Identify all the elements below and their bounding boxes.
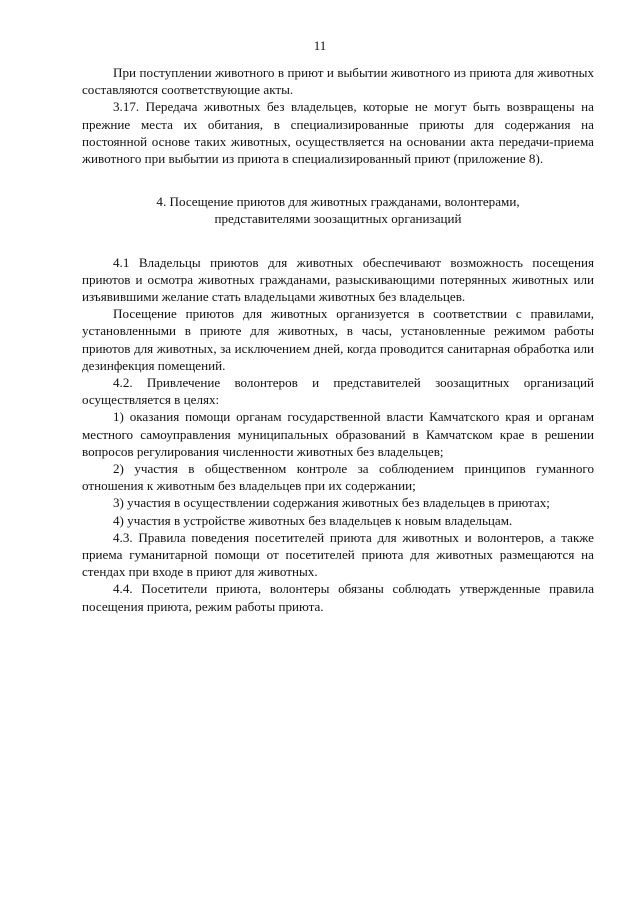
list-item-1: 1) оказания помощи органам государственной власти Камчатского края и органам местного самоуправления муниципальных образований в Камчатском крае в решении вопросов регулирования численности животных без владельцев;: [82, 409, 594, 459]
paragraph-acts: При поступлении животного в приют и выбытии животного из приюта для животных составляются соответствующие акты.: [82, 65, 594, 98]
section-4-heading-line1: 4. Посещение приютов для животных гражданами, волонтерами,: [156, 194, 520, 210]
paragraph-4-2: 4.2. Привлечение волонтеров и представителей зоозащитных организаций осуществляется в целях:: [82, 375, 594, 408]
paragraph-4-3: 4.3. Правила поведения посетителей приюта для животных и волонтеров, а также приема гуманитарной помощи от посетителей приюта для животных размещаются на стендах при входе в приют для животных.: [82, 529, 594, 580]
paragraph-4-4: 4.4. Посетители приюта, волонтеры обязаны соблюдать утвержденные правила посещения приюта, режим работы приюта.: [82, 581, 594, 614]
document-body: [82, 64, 594, 615]
section-4-heading: [82, 193, 594, 227]
paragraph-visit-rules: Посещение приютов для животных организуется в соответствии с правилами, установленными в приюте для животных, в часы, установленные режимом работы приютов для животных, за исключением дней, когда проводится санитарная обработка или дезинфекция помещений.: [82, 306, 594, 373]
page-number: 11: [313, 38, 327, 53]
paragraph-4-1: 4.1 Владельцы приютов для животных обеспечивают возможность посещения приютов и осмотра животных гражданами, разыскивающими потерянных животных или изъявившими желание стать владельцами животных без владельцев.: [82, 254, 594, 305]
paragraph-3-17: 3.17. Передача животных без владельцев, которые не могут быть возвращены на прежние места их обитания, в специализированные приюты для содержания на постоянной основе таких животных, осуществляется на основании акта передачи-приема животного при выбытии из приюта в специализированный приют (приложение 8).: [82, 99, 594, 167]
list-item-3: 3) участия в осуществлении содержания животных без владельцев в приютах;: [113, 495, 550, 511]
list-item-2: 2) участия в общественном контроле за соблюдением принципов гуманного отношения к животным без владельцев при их содержании;: [82, 461, 594, 494]
section-4-heading-line2: представителями зоозащитных организаций: [214, 211, 462, 227]
list-item-4: 4) участия в устройстве животных без владельцев к новым владельцам.: [113, 512, 513, 528]
